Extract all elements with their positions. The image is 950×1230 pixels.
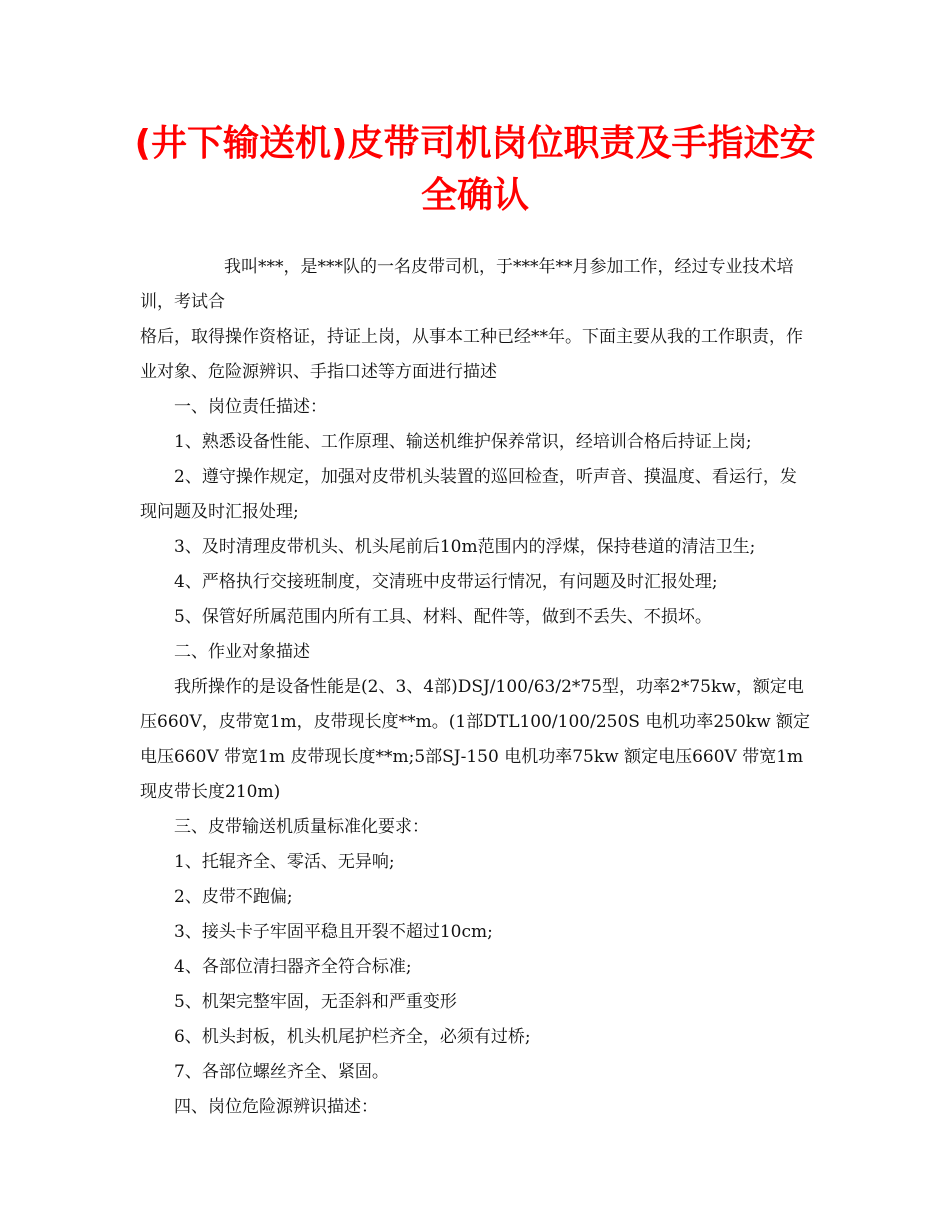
list-item: 4、严格执行交接班制度，交清班中皮带运行情况，有问题及时汇报处理; <box>174 572 718 592</box>
section-heading-work-object: 二、作业对象描述 <box>174 642 310 662</box>
list-item: 1、熟悉设备性能、工作原理、输送机维护保养常识，经培训合格后持证上岗; <box>174 432 752 452</box>
section-heading-responsibilities: 一、岗位责任描述： <box>174 397 327 417</box>
list-item: 3、接头卡子牢固平稳且开裂不超过10cm; <box>174 922 493 942</box>
document-body <box>140 250 812 1125</box>
document-title: (井下输送机)皮带司机岗位职责及手指述安全确认 <box>134 123 816 216</box>
list-item: 1、托辊齐全、零活、无异响; <box>174 852 395 872</box>
list-item: 3、及时清理皮带机头、机头尾前后10m范围内的浮煤，保持巷道的清洁卫生; <box>174 537 756 557</box>
list-item: 7、各部位螺丝齐全、紧固。 <box>174 1062 389 1082</box>
section-heading-hazard-identification: 四、岗位危险源辨识描述： <box>174 1097 378 1117</box>
list-item: 5、保管好所属范围内所有工具、材料、配件等，做到不丢失、不损坏。 <box>174 607 712 627</box>
list-item: 2、皮带不跑偏; <box>174 887 293 907</box>
list-item: 4、各部位清扫器齐全符合标准; <box>174 957 412 977</box>
list-item: 5、机架完整牢固，无歪斜和严重变形 <box>174 992 457 1012</box>
paragraph-intro: 我叫***，是***队的一名皮带司机，于***年**月参加工作，经过专业技术培训，考试合 <box>140 257 794 312</box>
list-item: 6、机头封板，机头机尾护栏齐全，必须有过桥; <box>174 1027 531 1047</box>
section-heading-quality-standards: 三、皮带输送机质量标准化要求： <box>174 817 429 837</box>
paragraph-intro-continued: 格后，取得操作资格证，持证上岗，从事本工种已经**年。下面主要从我的工作职责，作业对象、危险源辨识、手指口述等方面进行描述 <box>140 327 803 382</box>
list-item: 2、遵守操作规定，加强对皮带机头装置的巡回检查，听声音、摸温度、看运行，发现问题及时汇报处理; <box>140 467 797 522</box>
paragraph-equipment-specs: 我所操作的是设备性能是(2、3、4部)DSJ/100/63/2*75型，功率2*75kw，额定电压660V，皮带宽1m，皮带现长度**m。(1部DTL100/100/250S 电机功率250kw 额定电压660V 带宽1m 皮带现长度**m;5部SJ-150 电机功率75kw 额定电压660V 带宽1m 现皮带长度210m) <box>140 677 811 802</box>
